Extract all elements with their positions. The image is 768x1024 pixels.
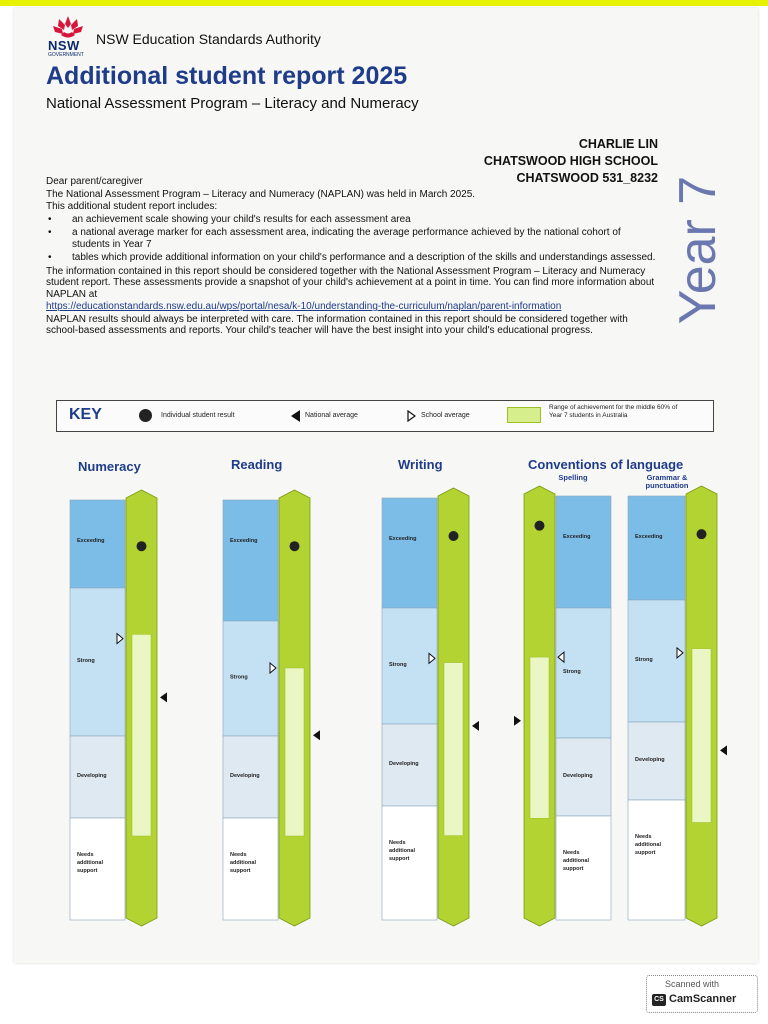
band-label: Strong: [563, 669, 581, 675]
band-label: additional: [389, 848, 415, 854]
middle-60-range: [132, 634, 151, 836]
national-average-marker: [514, 716, 521, 726]
key-title: KEY: [69, 406, 102, 423]
letter-paragraph: NAPLAN results should always be interpreted with care. The information contained in this report should be considered together with school-based assessments and reports. Your child's teacher will have the best insight into your child's educational progress.: [46, 313, 628, 336]
middle-60-range: [530, 657, 549, 818]
student-school: CHATSWOOD HIGH SCHOOL: [483, 154, 658, 168]
subtitle-grammar: Grammar & punctuation: [645, 473, 689, 490]
key-school-label: School average: [421, 412, 470, 419]
camscanner-icon: CS: [652, 994, 666, 1006]
band-label: Developing: [563, 773, 593, 779]
letter-bullet: • a national average marker for each assessment area, indicating the average performance achieved by the national cohort of students in Year 7: [68, 227, 656, 250]
band-label: Strong: [77, 658, 95, 664]
middle-60-range: [444, 663, 463, 836]
national-average-marker: [160, 692, 167, 702]
student-school-code: CHATSWOOD 531_8232: [516, 171, 658, 185]
scale-band: [382, 498, 437, 608]
scale-band: [628, 496, 685, 600]
band-label: additional: [563, 858, 589, 864]
band-label: support: [389, 856, 410, 862]
area-title-writing: Writing: [398, 457, 443, 472]
scale-band: [223, 500, 278, 621]
national-average-marker: [472, 721, 479, 731]
band-label: Needs: [563, 850, 580, 856]
band-label: Strong: [389, 662, 407, 668]
letter-includes: This additional student report includes:: [46, 201, 218, 212]
student-result-dot: [697, 529, 707, 539]
band-label: Needs: [635, 834, 652, 840]
band-label: Needs: [389, 840, 406, 846]
scale-band: [556, 496, 611, 608]
student-name: CHARLIE LIN: [578, 137, 658, 151]
student-result-dot: [290, 541, 300, 551]
camscanner-watermark: [646, 975, 758, 1013]
year-level: Year 7: [669, 175, 727, 325]
subtitle-spelling: Spelling: [558, 473, 588, 482]
band-label: additional: [77, 860, 103, 866]
middle-60-range: [285, 668, 304, 836]
band-label: additional: [230, 860, 256, 866]
band-label: Needs: [77, 852, 94, 858]
report-subtitle: National Assessment Program – Literacy and Numeracy: [46, 95, 419, 112]
area-title-conventions: Conventions of language: [528, 457, 684, 472]
national-average-marker: [313, 730, 320, 740]
band-label: Exceeding: [563, 534, 591, 540]
key-individual-label: Individual student result: [161, 412, 235, 419]
naplan-info-link[interactable]: https://educationstandards.nsw.edu.au/wps/portal/nesa/k-10/understanding-the-curriculum/naplan/parent-information: [46, 301, 562, 312]
national-average-marker: [720, 745, 727, 755]
scale-band: [70, 500, 125, 588]
logo-text: NSW: [48, 38, 80, 53]
area-title-reading: Reading: [231, 457, 283, 472]
letter-paragraph: The information contained in this report should be considered together with the National Assessment Program – Literacy and Numeracy student report. These assessments provide a snapshot of your child's achievement at a point in time. You can find more information about NAPLAN at: [46, 265, 655, 300]
student-result-dot: [137, 541, 147, 551]
band-label: Needs: [230, 852, 247, 858]
band-label: Exceeding: [389, 536, 417, 542]
area-title-numeracy: Numeracy: [78, 459, 141, 474]
band-label: Developing: [230, 773, 260, 779]
band-label: Developing: [635, 757, 665, 763]
scanner-label: Scanned with: [665, 979, 720, 989]
band-label: Strong: [230, 674, 248, 681]
band-label: Strong: [635, 657, 653, 663]
report-title: Additional student report 2025: [46, 62, 408, 90]
band-label: support: [635, 850, 656, 856]
letter-bullet: • an achievement scale showing your child's results for each assessment area: [68, 214, 656, 226]
authority-name: NSW Education Standards Authority: [96, 31, 321, 47]
student-result-dot: [535, 521, 545, 531]
band-label: support: [77, 868, 98, 874]
scanner-brand: CamScanner: [669, 993, 737, 1005]
middle-60-range: [692, 649, 711, 823]
student-result-dot: [449, 531, 459, 541]
band-label: support: [563, 866, 584, 872]
band-label: Exceeding: [230, 538, 258, 544]
scale-band: [382, 806, 437, 920]
letter-intro: The National Assessment Program – Literacy and Numeracy (NAPLAN) was held in March 2025.: [46, 188, 476, 200]
band-label: support: [230, 868, 251, 874]
band-label: Exceeding: [635, 534, 663, 540]
key-range-label: Range of achievement for the middle 60% of Year 7 students in Australia: [549, 404, 678, 419]
key-national-label: National average: [305, 412, 358, 419]
band-label: Developing: [77, 773, 107, 779]
scale-band: [628, 800, 685, 920]
letter-bullet: • tables which provide additional information on your child's performance and a description of the skills and understandings assessed.: [68, 252, 656, 264]
logo-subtext: GOVERNMENT: [48, 52, 84, 58]
band-label: Developing: [389, 761, 419, 767]
band-label: Exceeding: [77, 538, 105, 544]
band-label: additional: [635, 842, 661, 848]
letter-greeting: Dear parent/caregiver: [46, 176, 143, 187]
